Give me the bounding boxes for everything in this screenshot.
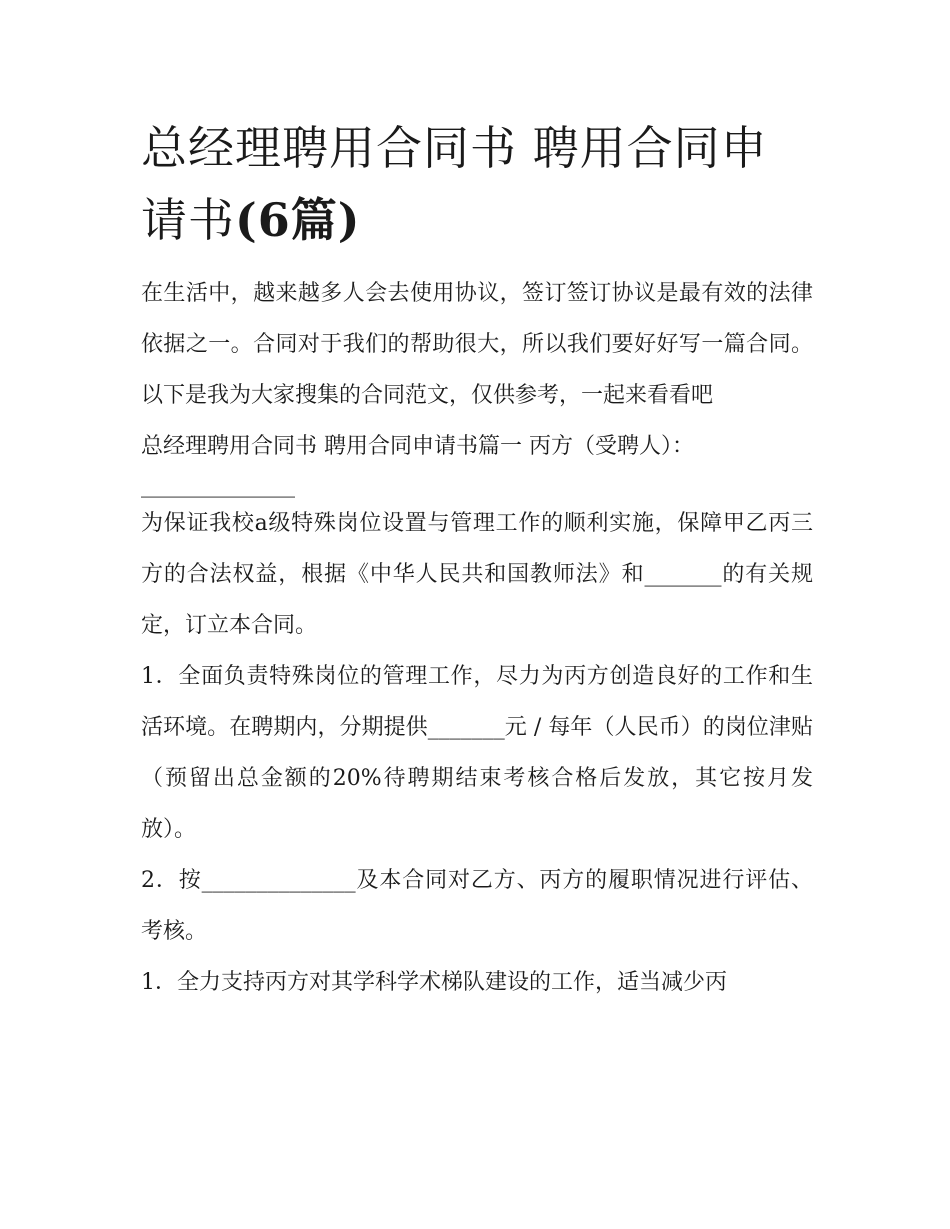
purpose-paragraph: 为保证我校a级特殊岗位设置与管理工作的顺利实施，保障甲乙丙三方的合法权益，根据《中华人民共和国教师法》和_______的有关规定，订立本合同。 — [141, 511, 813, 638]
title-main: 总经理聘用合同书 聘用合同申请书 — [141, 121, 768, 247]
section-heading: 总经理聘用合同书 聘用合同申请书篇一 丙方（受聘人）： — [141, 434, 694, 459]
document-page — [141, 112, 813, 1008]
clause-2-paragraph: 2．按______________及本合同对乙方、丙方的履职情况进行评估、考核。 — [141, 868, 813, 944]
title-suffix: (6篇) — [235, 193, 361, 247]
intro-paragraph: 在生活中，越来越多人会去使用协议，签订签订协议是最有效的法律依据之一。合同对于我们的帮助很大，所以我们要好好写一篇合同。以下是我为大家搜集的合同范文，仅供参考，一起来看看吧 — [141, 281, 813, 408]
section-heading-blank: ______________ — [141, 473, 295, 498]
clause-3-paragraph: 1．全力支持丙方对其学科学术梯队建设的工作，适当减少丙 — [141, 970, 727, 995]
clause-1-paragraph: 1．全面负责特殊岗位的管理工作，尽力为丙方创造良好的工作和生活环境。在聘期内，分期提供_______元 / 每年（人民币）的岗位津贴（预留出总金额的20%待聘期结束考核合格后发放，其它按月发放）。 — [141, 664, 813, 842]
document-title — [141, 112, 813, 256]
